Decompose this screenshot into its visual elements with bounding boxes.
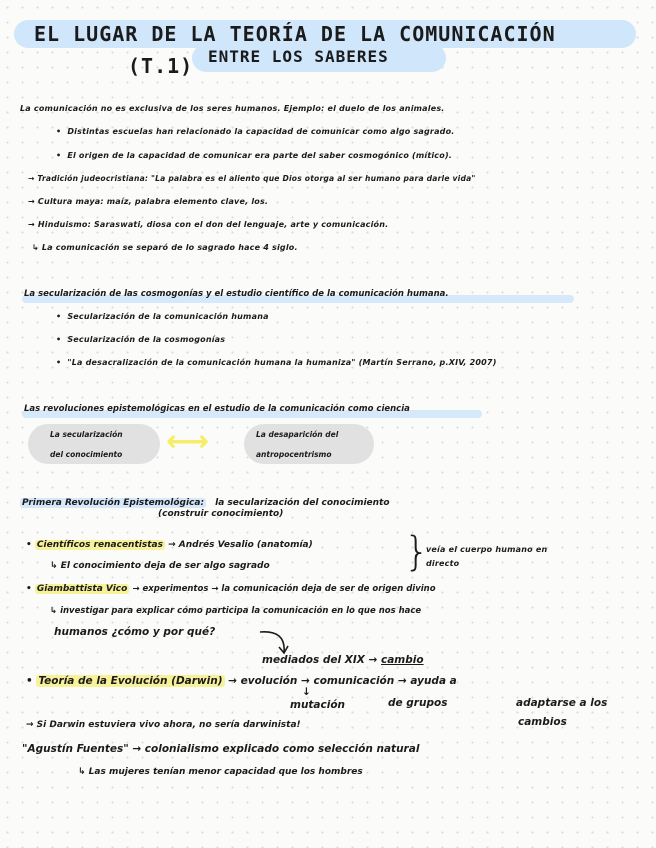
item-cientificos: • Científicos renacentistas → Andrés Vesalio (anatomía)	[26, 540, 313, 550]
intro-arrow-1: → Tradición judeocristiana: "La palabra es el aliento que Dios otorga al ser humano para darle vida"	[28, 174, 476, 183]
mid-century	[262, 654, 424, 666]
vico-highlight: Giambattista Vico	[36, 584, 128, 594]
vico-rest: → experimentos → la comunicación deja de ser de origen divino	[132, 584, 436, 594]
section-1-bullet-3: • "La desacralización de la comunicación humana la humaniza" (Martín Serrano, p.XIV, 2007)	[56, 358, 497, 367]
item-vico: • Giambattista Vico → experimentos → la comunicación deja de ser de origen divino	[26, 584, 436, 594]
intro-lead: La comunicación no es exclusiva de los seres humanos. Ejemplo: el duelo de los animales.	[20, 104, 445, 113]
cientificos-highlight: Científicos renacentistas	[36, 540, 163, 550]
page-title: EL LUGAR DE LA TEORÍA DE LA COMUNICACIÓN	[34, 22, 556, 46]
pill-left-text-1: La secularización	[50, 430, 123, 439]
evolution-mutacion: mutación	[290, 699, 346, 711]
fuentes-sub: ↳ Las mujeres tenían menor capacidad que los hombres	[78, 767, 363, 777]
vico-sub-2: humanos ¿cómo y por qué?	[54, 626, 216, 638]
revolution-subtitle: (construir conocimiento)	[158, 509, 284, 519]
vico-sub-1: ↳ investigar para explicar cómo participa la comunicación en lo que nos hace	[50, 606, 422, 616]
evolution-down-arrow: ↓	[302, 686, 311, 698]
pill-left-text-2: del conocimiento	[50, 450, 123, 459]
darwin-note: → Si Darwin estuviera vivo ahora, no sería darwinista!	[26, 720, 301, 730]
title-code: (T.1)	[128, 54, 194, 78]
pill-right-text-2: antropocentrismo	[256, 450, 332, 459]
intro-bullet-2: • El origen de la capacidad de comunicar era parte del saber cosmogónico (mítico).	[56, 151, 452, 160]
cientificos-rest: → Andrés Vesalio (anatomía)	[168, 540, 313, 550]
evolution-rest: → evolución → comunicación → ayuda a	[228, 675, 457, 687]
double-arrow-icon: ⟷	[166, 424, 210, 459]
revolution-heading-row	[20, 490, 390, 509]
page-subtitle: ENTRE LOS SABERES	[208, 47, 389, 66]
evolution-grupos: de grupos	[388, 697, 448, 709]
cambio-text: cambio	[381, 654, 424, 666]
evolution-adapt-1: adaptarse a los	[516, 697, 608, 709]
section-1-bullet-1: • Secularización de la comunicación humana	[56, 312, 269, 321]
item-evolution: • Teoría de la Evolución (Darwin) → evolución → comunicación → ayuda a	[26, 675, 457, 687]
pill-right-text-1: La desaparición del	[256, 430, 339, 439]
intro-arrow-4: ↳ La comunicación se separó de lo sagrado hace 4 siglo.	[32, 243, 298, 252]
brace-note-1: veía el cuerpo humano en	[426, 545, 548, 554]
section-1-bullet-2: • Secularización de la cosmogonías	[56, 335, 225, 344]
section-2-heading: Las revoluciones epistemológicas en el estudio de la comunicación como ciencia	[24, 404, 410, 414]
revolution-heading: Primera Revolución Epistemológica:	[22, 498, 205, 508]
section-1-heading: La secularización de las cosmogonías y el estudio científico de la comunicación humana.	[24, 289, 449, 299]
revolution-heading-rest: la secularización del conocimiento	[215, 498, 390, 508]
fuentes-line: "Agustín Fuentes" → colonialismo explicado como selección natural	[22, 743, 420, 755]
brace-note-2: directo	[426, 559, 460, 568]
intro-arrow-2: → Cultura maya: maíz, palabra elemento clave, los.	[28, 197, 269, 206]
intro-arrow-3: → Hinduismo: Saraswati, diosa con el don del lenguaje, arte y comunicación.	[28, 220, 389, 229]
evolution-highlight: Teoría de la Evolución (Darwin)	[38, 675, 223, 687]
evolution-adapt-2: cambios	[518, 716, 567, 728]
intro-bullet-1: • Distintas escuelas han relacionado la capacidad de comunicar como algo sagrado.	[56, 127, 455, 136]
brace-icon: }	[404, 529, 430, 575]
mid-century-text: mediados del XIX →	[262, 654, 378, 666]
cientificos-sub: ↳ El conocimiento deja de ser algo sagrado	[50, 561, 270, 571]
